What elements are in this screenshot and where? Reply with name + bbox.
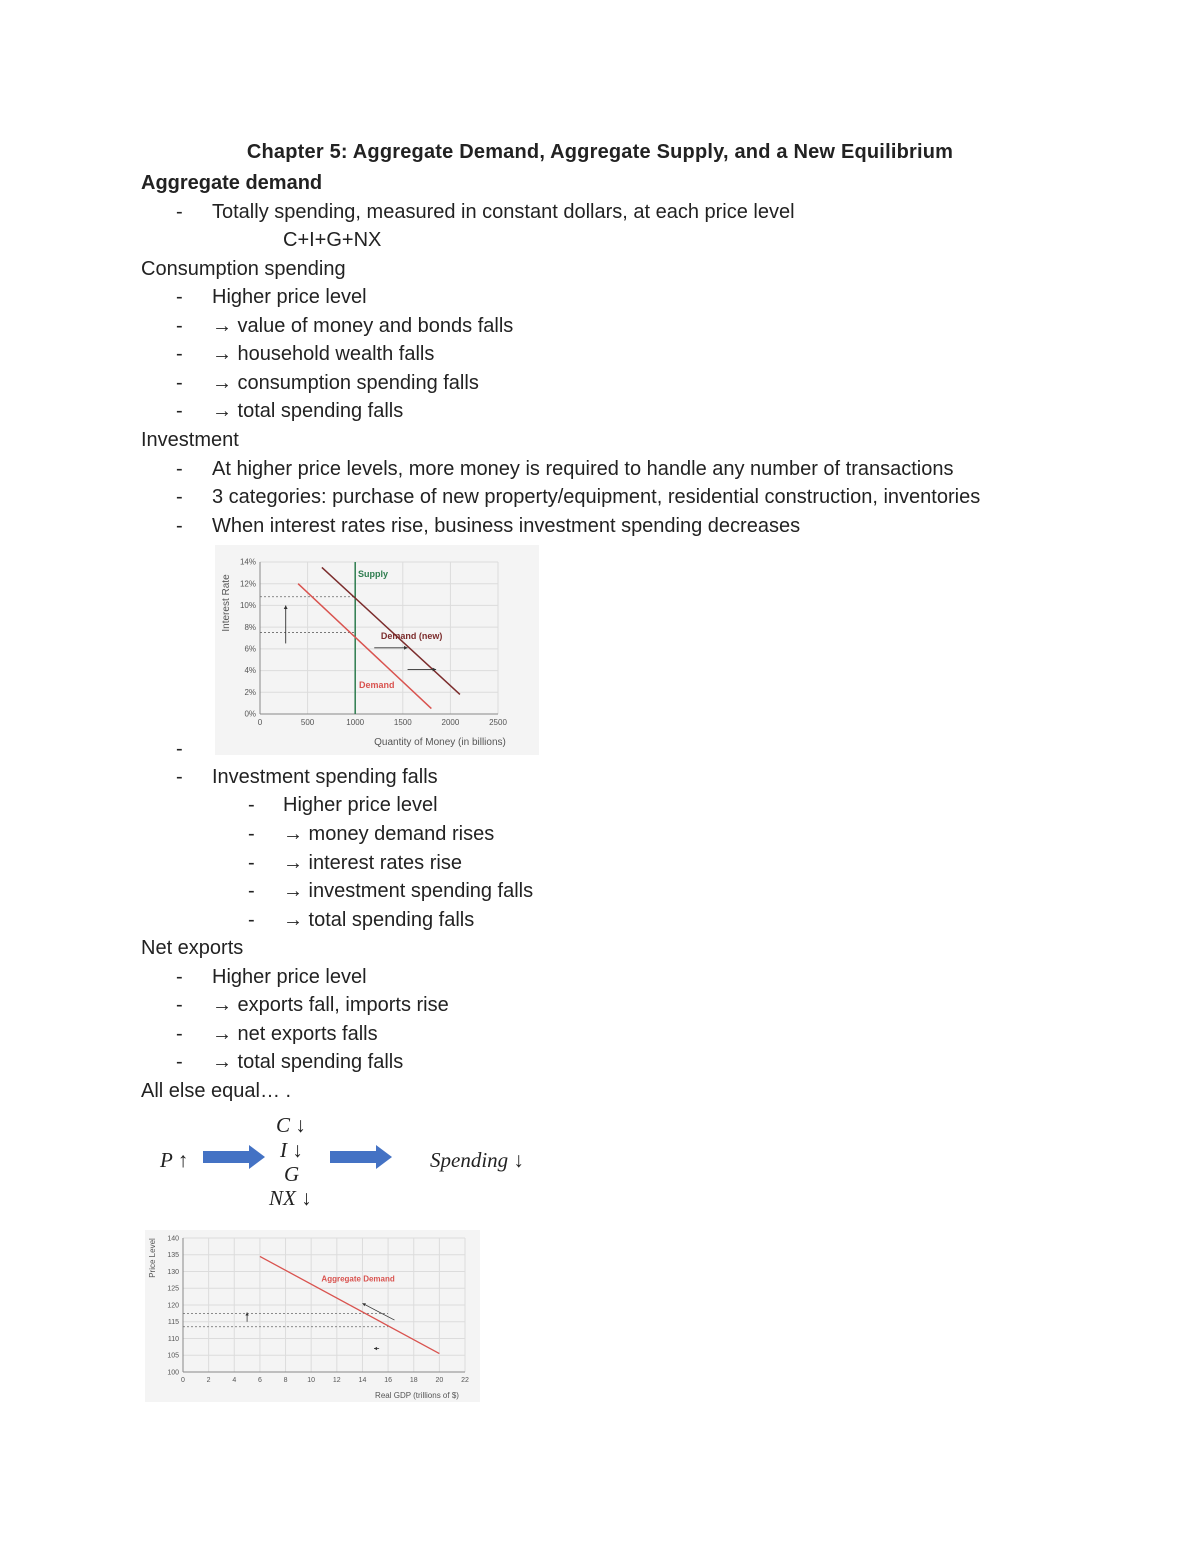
bullet-dash: - (176, 486, 183, 508)
x-tick-label: 1500 (393, 718, 412, 727)
x-tick-label: 0 (181, 1377, 185, 1384)
bullet-dash: - (176, 400, 183, 422)
heading-net-exports: Net exports (141, 937, 244, 959)
bullet-dash: - (176, 766, 183, 788)
investment-sub-item: → interest rates rise (283, 852, 462, 874)
x-tick-label: 16 (384, 1377, 392, 1384)
supply-label: Supply (358, 569, 389, 580)
x-tick-label: 2000 (441, 718, 460, 727)
chart2-xlabel: Real GDP (trillions of $) (375, 1391, 459, 1400)
investment-item: At higher price levels, more money is required to handle any number of transactions (212, 458, 954, 480)
flow-nx-down: NX ↓ (269, 1186, 312, 1210)
bullet-dash: - (248, 823, 255, 845)
x-tick-label: 12 (332, 1377, 341, 1384)
y-tick-label: 125 (167, 1285, 179, 1293)
y-tick-label: 140 (167, 1235, 179, 1243)
investment-sub-item: → investment spending falls (283, 880, 534, 902)
money-market-chart-svg (215, 545, 539, 755)
x-tick-label: 14 (358, 1377, 367, 1384)
bullet-dash: - (176, 515, 183, 537)
bullet-dash: - (176, 966, 183, 988)
left-arrow-head (374, 1347, 377, 1350)
demand-new-label: Demand (new) (380, 631, 443, 642)
y-tick-label: 4% (244, 666, 256, 676)
aggregate-demand-label: Aggregate Demand (321, 1274, 395, 1284)
investment-item: When interest rates rise, business investment spending decreases (212, 515, 801, 537)
heading-consumption: Consumption spending (141, 258, 346, 280)
y-tick-label: 6% (244, 644, 256, 654)
chart2-ylabel: Price Level (148, 1238, 157, 1278)
y-tick-label: 14% (239, 557, 256, 567)
bullet-dash: - (176, 738, 183, 760)
x-tick-label: 8 (283, 1377, 288, 1384)
y-tick-label: 115 (167, 1319, 179, 1327)
consumption-item: → total spending falls (212, 400, 404, 422)
investment-item: 3 categories: purchase of new property/equipment, residential construction, inventories (212, 486, 981, 508)
x-tick-label: 2500 (489, 718, 507, 727)
consumption-item: Higher price level (212, 286, 367, 308)
y-tick-label: 105 (167, 1352, 179, 1360)
ad-definition: Totally spending, measured in constant dollars, at each price level (212, 201, 795, 223)
bullet-dash: - (176, 1051, 183, 1073)
bullet-dash: - (248, 852, 255, 874)
all-else-equal: All else equal… . (141, 1080, 292, 1102)
net-exports-item: → exports fall, imports rise (212, 994, 449, 1016)
bullet-dash: - (248, 794, 255, 816)
x-tick-label: 22 (461, 1377, 469, 1384)
y-tick-label: 100 (167, 1369, 179, 1377)
investment-falls-label: Investment spending falls (212, 766, 438, 788)
net-exports-item: → total spending falls (212, 1051, 404, 1073)
bullet-dash: - (176, 286, 183, 308)
aggregate-demand-chart (145, 1230, 480, 1402)
x-tick-label: 10 (307, 1377, 316, 1384)
page-title: Chapter 5: Aggregate Demand, Aggregate Supply, and a New Equilibrium (246, 141, 954, 163)
x-tick-label: 18 (409, 1377, 418, 1384)
bullet-dash: - (176, 1023, 183, 1045)
investment-sub-item: → money demand rises (283, 823, 495, 845)
bullet-dash: - (176, 201, 183, 223)
x-tick-label: 6 (257, 1377, 262, 1384)
net-exports-item: → net exports falls (212, 1023, 378, 1045)
flow-arrow-2 (330, 1145, 392, 1169)
heading-investment: Investment (141, 429, 239, 451)
up-arrow-head (245, 1312, 248, 1315)
heading-aggregate-demand: Aggregate demand (141, 172, 323, 194)
up-arrow-head (284, 605, 288, 609)
investment-sub-item: Higher price level (283, 794, 438, 816)
bullet-dash: - (176, 372, 183, 394)
flow-arrow-1 (203, 1145, 265, 1169)
bullet-dash: - (176, 343, 183, 365)
ad-formula: C+I+G+NX (283, 229, 382, 251)
x-tick-label: 4 (232, 1377, 237, 1384)
y-tick-label: 2% (244, 687, 256, 697)
movement-arrow (362, 1303, 394, 1320)
aggregate-demand-chart-svg (145, 1230, 480, 1402)
net-exports-item: Higher price level (212, 966, 367, 988)
y-tick-label: 12% (239, 579, 256, 589)
y-tick-label: 135 (167, 1252, 179, 1260)
flow-spending-down: Spending ↓ (430, 1148, 524, 1172)
y-tick-label: 130 (167, 1268, 179, 1276)
flow-g: G (284, 1162, 300, 1186)
consumption-item: → value of money and bonds falls (212, 315, 514, 337)
y-tick-label: 120 (167, 1302, 179, 1310)
x-tick-label: 1000 (346, 718, 365, 727)
investment-sub-item: → total spending falls (283, 909, 475, 931)
consumption-item: → household wealth falls (212, 343, 435, 365)
flow-i-down: I ↓ (280, 1138, 303, 1162)
x-tick-label: 0 (257, 718, 263, 727)
consumption-item: → consumption spending falls (212, 372, 479, 394)
y-tick-label: 10% (239, 601, 256, 611)
bullet-dash: - (176, 315, 183, 337)
y-tick-label: 8% (244, 622, 256, 632)
chart1-xlabel: Quantity of Money (in billions) (374, 737, 506, 748)
x-tick-label: 500 (300, 718, 315, 727)
flow-c-down: C ↓ (276, 1113, 306, 1137)
money-market-chart (215, 545, 539, 755)
x-tick-label: 20 (435, 1377, 444, 1384)
bullet-dash: - (176, 994, 183, 1016)
flow-price-up: P ↑ (160, 1148, 189, 1172)
y-tick-label: 110 (167, 1335, 179, 1343)
x-tick-label: 2 (206, 1377, 211, 1384)
chart1-ylabel: Interest Rate (221, 574, 232, 632)
y-tick-label: 0% (244, 709, 256, 719)
bullet-dash: - (248, 909, 255, 931)
bullet-dash: - (248, 880, 255, 902)
demand-label: Demand (359, 679, 395, 690)
bullet-dash: - (176, 458, 183, 480)
